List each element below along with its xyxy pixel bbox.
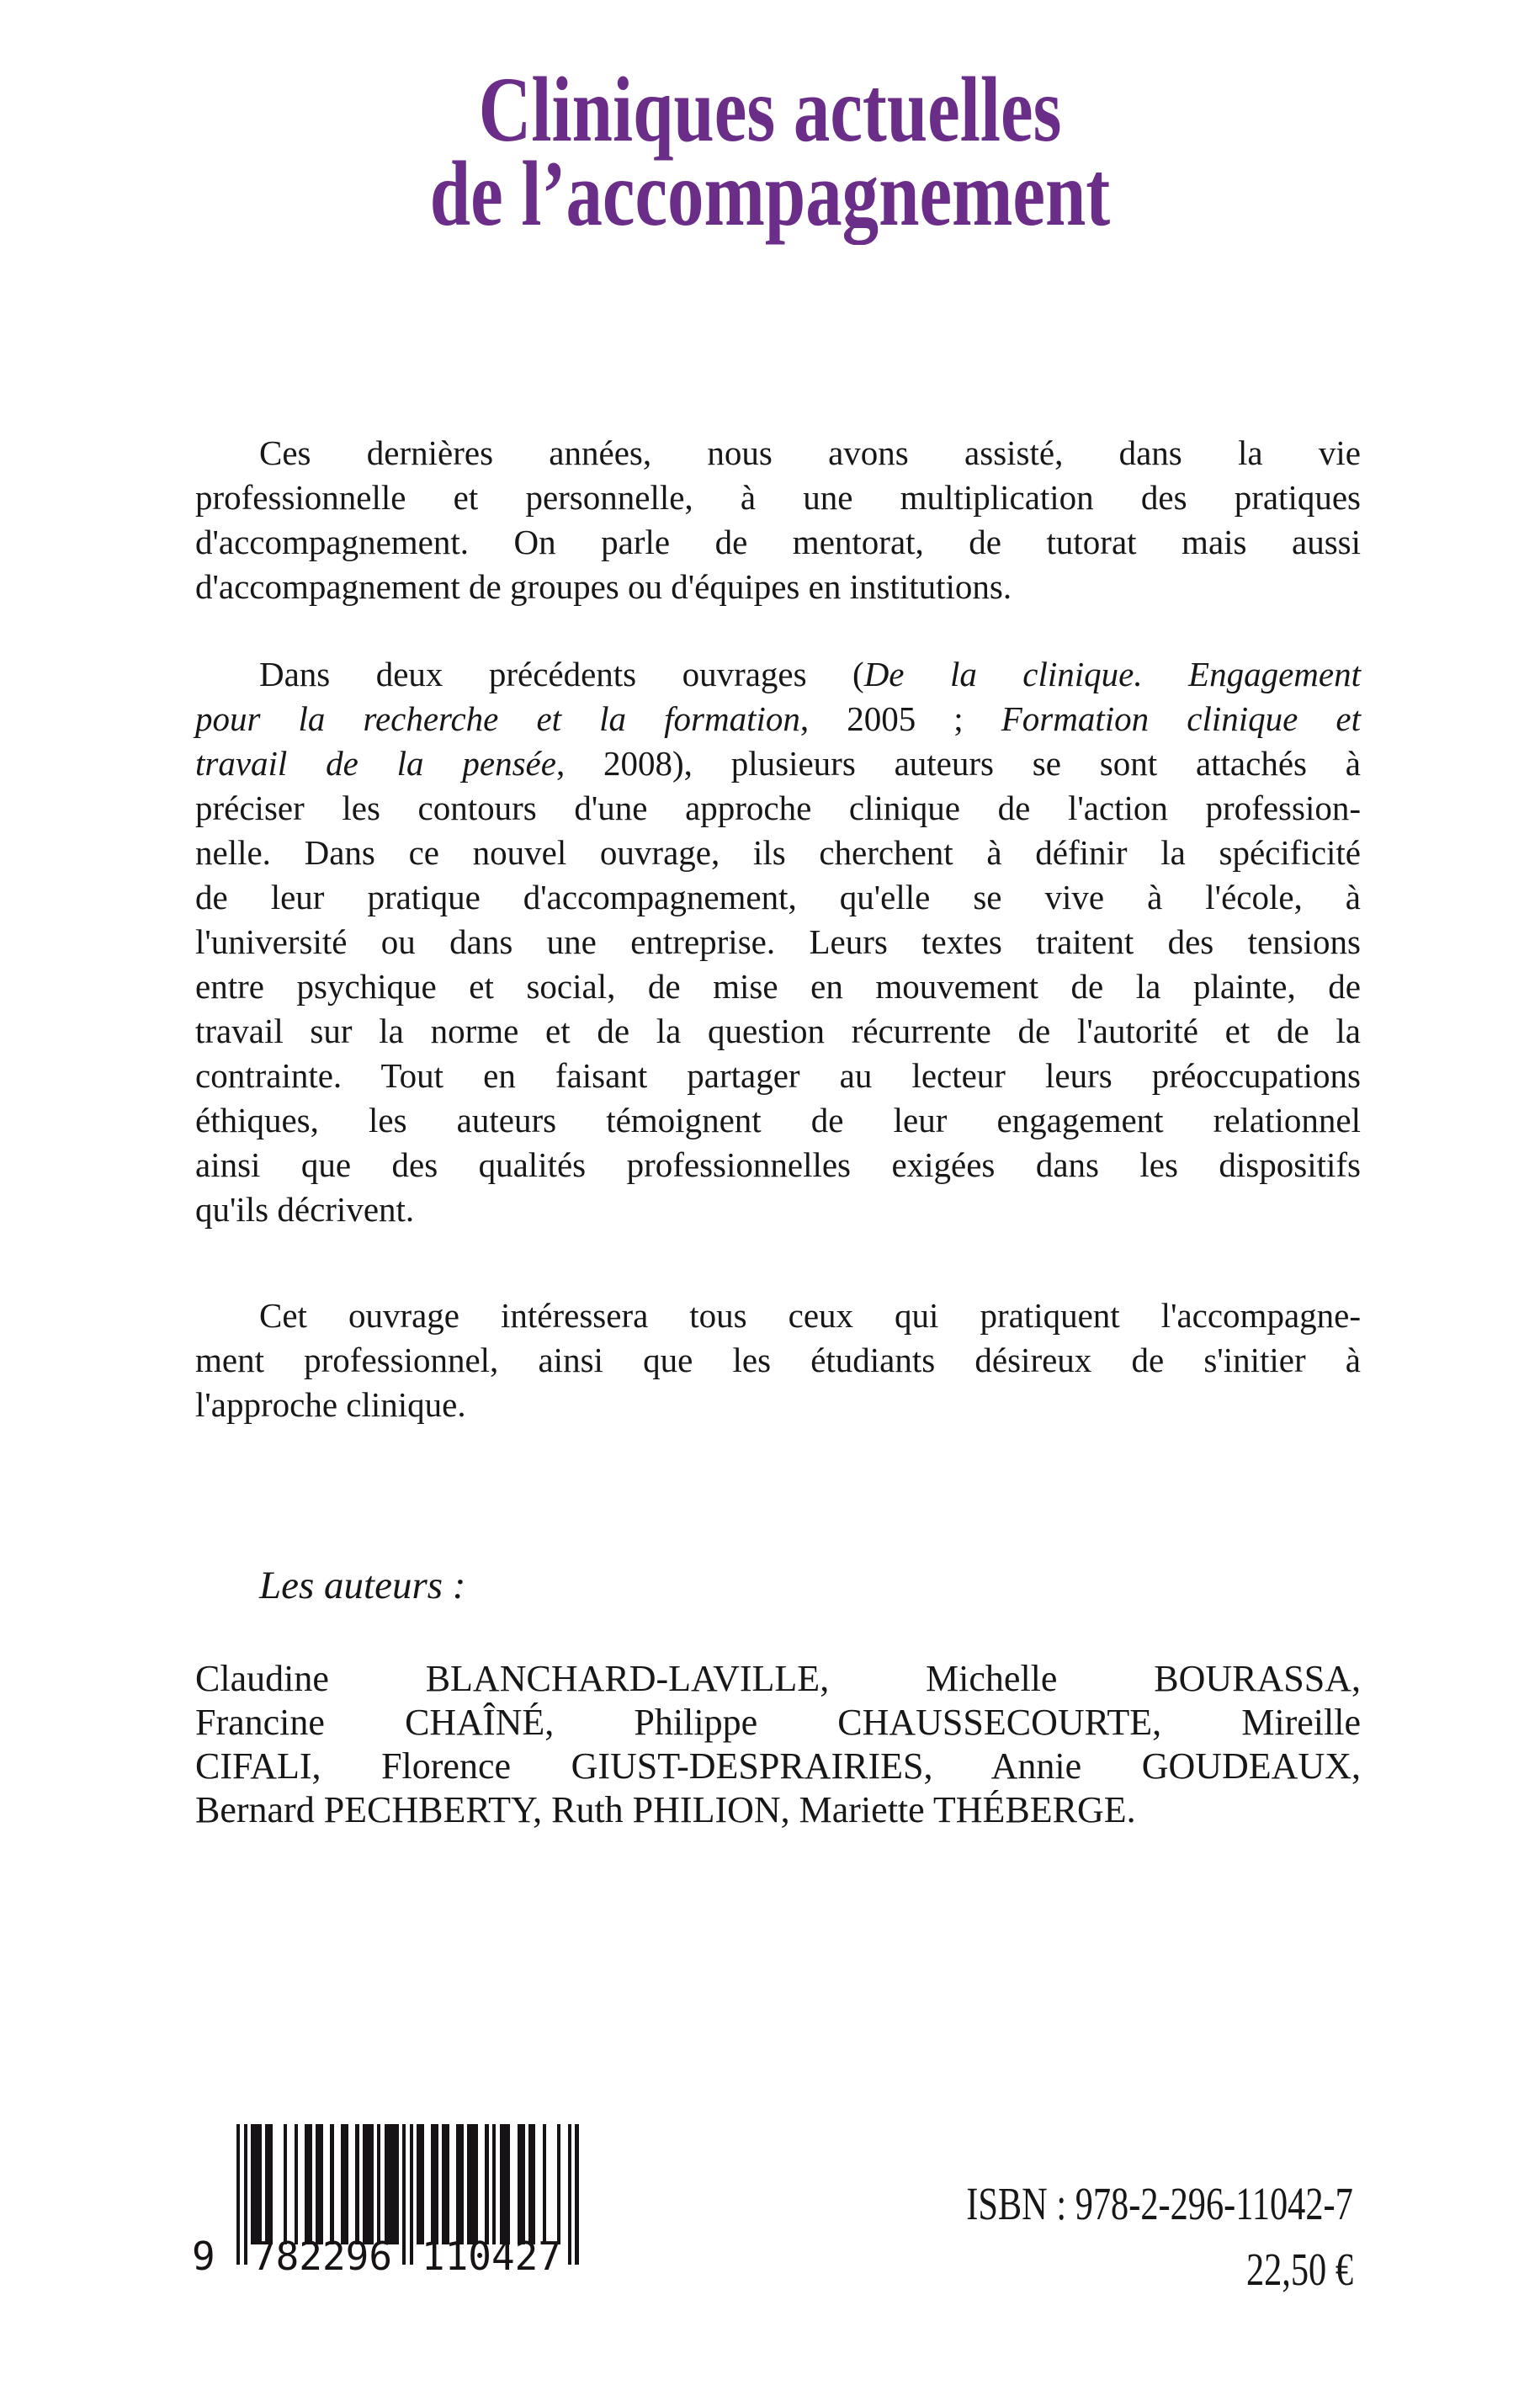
text-line [195,1187,1361,1232]
text-line [195,520,1361,565]
text-line [195,920,1361,964]
text-segment: Bernard PECHBERTY, Ruth PHILION, Mariette THÉBERGE. [195,1789,1136,1830]
text-segment: de leur pratique d'accompagnement, qu'elle se vive à l'école, à [195,878,1361,916]
authors-heading: Les auteurs : [259,1564,466,1607]
paragraph-summary-2 [195,652,1361,1232]
text-line [195,1745,1361,1788]
isbn-text: ISBN : 978-2-296-11042-7 [966,2178,1353,2229]
text-segment: , 2008), plusieurs auteurs se sont attachés à [555,744,1361,783]
text-line [195,431,1361,475]
text-segment: Francine CHAÎNÉ, Philippe CHAUSSECOURTE, Mireille [195,1702,1361,1743]
text-segment: ainsi que des qualités professionnelles exigées dans les dispositifs [195,1145,1361,1184]
book-title-line2: de l’accompagnement [429,142,1111,245]
text-line [195,1788,1361,1832]
text-segment: préciser les contours d'une approche clinique de l'action profession- [195,789,1361,827]
text-line [195,565,1361,609]
book-title [162,58,1378,245]
text-line [195,1383,1361,1427]
text-line [195,786,1361,831]
text-segment: l'approche clinique. [195,1385,466,1424]
barcode-right-digits: 110427 [421,2234,562,2279]
text-line [195,1701,1361,1745]
paragraph-summary-3 [195,1293,1361,1427]
barcode-module [575,2124,578,2265]
text-segment: entre psychique et social, de mise en mouvement de la plainte, de [195,967,1361,1006]
text-segment: Dans deux précédents ouvrages ( [259,655,864,693]
text-segment: contrainte. Tout en faisant partager au lecteur leurs préoccupations [195,1056,1361,1095]
text-line [195,697,1361,741]
barcode-lead-digit: 9 [192,2234,215,2279]
text-segment: pour la recherche et la formation [195,699,800,738]
text-segment: nelle. Dans ce nouvel ouvrage, ils cherchent à définir la spécificité [195,833,1361,872]
text-line [195,652,1361,697]
text-segment: éthiques, les auteurs témoignent de leur engagement relationnel [195,1101,1361,1139]
text-line [195,1054,1361,1098]
text-segment: d'accompagnement. On parle de mentorat, de tutorat mais aussi [195,523,1361,561]
text-line [195,741,1361,786]
text-segment: qu'ils décrivent. [195,1190,415,1229]
text-line [195,1143,1361,1187]
text-segment: l'université ou dans une entreprise. Leurs textes traitent des tensions [195,922,1361,961]
text-segment: Cet ouvrage intéressera tous ceux qui pratiquent l'accompagne- [259,1296,1361,1335]
paragraph-summary-1 [195,431,1361,609]
text-line [195,1338,1361,1383]
text-line [195,1098,1361,1143]
text-segment: d'accompagnement de groupes ou d'équipes en institutions. [195,567,1012,606]
text-segment: professionnelle et personnelle, à une multiplication des pratiques [195,478,1361,517]
authors-list [195,1657,1361,1832]
text-segment: Formation clinique et [1001,699,1361,738]
text-segment: Claudine BLANCHARD-LAVILLE, Michelle BOURASSA, [195,1658,1361,1699]
text-line [195,964,1361,1009]
book-title-line1: Cliniques actuelles [478,58,1062,161]
price-text: 22,50 € [1245,2244,1353,2295]
text-segment: travail sur la norme et de la question récurrente de l'autorité et de la [195,1012,1361,1050]
text-line [195,475,1361,520]
text-line [195,1657,1361,1701]
text-segment: CIFALI, Florence GIUST-DESPRAIRIES, Annie GOUDEAUX, [195,1745,1361,1787]
text-segment: travail de la pensée [195,744,556,783]
text-line [195,1293,1361,1338]
text-segment: , 2005 ; [799,699,1001,738]
text-line [195,875,1361,920]
text-line [195,1009,1361,1054]
barcode-left-digits: 782296 [252,2234,393,2279]
text-segment: Ces dernières années, nous avons assisté, dans la vie [259,433,1361,472]
text-segment: De la clinique. Engagement [863,655,1361,693]
text-line [195,831,1361,875]
text-segment: ment professionnel, ainsi que les étudiants désireux de s'initier à [195,1341,1361,1379]
